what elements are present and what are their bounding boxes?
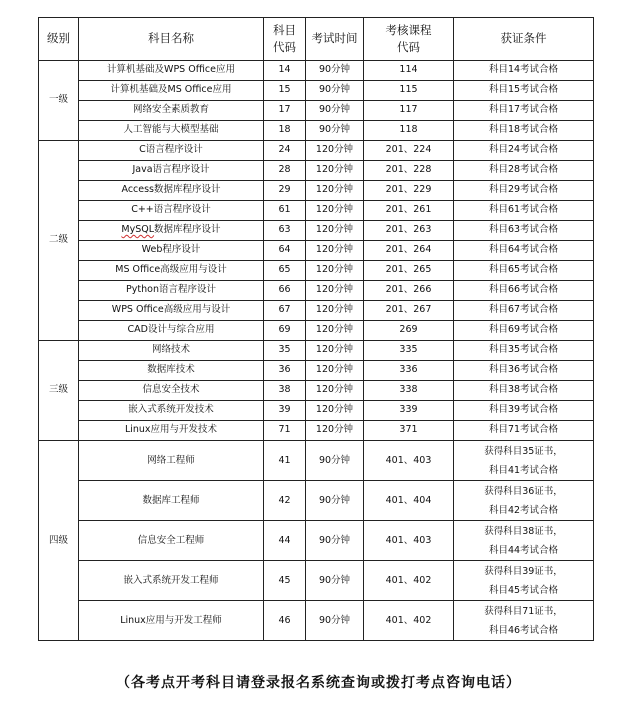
exam-time-cell: 120分钟 [306,321,364,341]
subject-name-cell: 嵌入式系统开发工程师 [79,561,264,601]
subject-code-cell: 38 [264,381,306,401]
subject-name-cell: C++语言程序设计 [79,201,264,221]
header-subject-name: 科目名称 [79,18,264,61]
table-row [39,561,594,601]
subject-code-cell: 15 [264,81,306,101]
table-row [39,361,594,381]
footnote: （各考点开考科目请登录报名系统查询或拨打考点咨询电话） [116,675,521,691]
course-code-cell: 117 [364,101,454,121]
course-code-cell: 269 [364,321,454,341]
course-code-cell: 201、228 [364,161,454,181]
subject-name-cell: 信息安全工程师 [79,521,264,561]
certificate-condition-cell: 获得科目35证书， 科目41考试合格 [454,441,594,481]
table-row [39,201,594,221]
exam-time-cell: 120分钟 [306,181,364,201]
table-row [39,601,594,641]
certificate-condition-cell: 科目65考试合格 [454,261,594,281]
subject-code-cell: 71 [264,421,306,441]
course-code-cell: 401、404 [364,481,454,521]
subject-name-cell: Web程序设计 [79,241,264,261]
course-code-cell: 339 [364,401,454,421]
course-code-cell: 371 [364,421,454,441]
certificate-condition-cell: 科目66考试合格 [454,281,594,301]
table-row [39,521,594,561]
header-subject-code: 科目代码 [264,18,306,61]
table-row [39,161,594,181]
certificate-condition-cell: 科目71考试合格 [454,421,594,441]
exam-time-cell: 90分钟 [306,521,364,561]
table-row [39,381,594,401]
table-row [39,141,594,161]
certificate-condition-cell: 科目24考试合格 [454,141,594,161]
subject-code-cell: 14 [264,61,306,81]
course-code-cell: 401、403 [364,521,454,561]
subject-code-cell: 35 [264,341,306,361]
subject-name-cell: 人工智能与大模型基础 [79,121,264,141]
course-code-cell: 114 [364,61,454,81]
subject-name-cell: 数据库工程师 [79,481,264,521]
exam-time-cell: 90分钟 [306,121,364,141]
table-row [39,101,594,121]
subject-name-cell: Python语言程序设计 [79,281,264,301]
course-code-cell: 401、403 [364,441,454,481]
table-row [39,441,594,481]
subject-code-cell: 44 [264,521,306,561]
exam-time-cell: 120分钟 [306,201,364,221]
table-row [39,221,594,241]
certificate-condition-cell: 科目38考试合格 [454,381,594,401]
subject-name-cell: WPS Office高级应用与设计 [79,301,264,321]
exam-time-cell: 90分钟 [306,481,364,521]
exam-time-cell: 120分钟 [306,141,364,161]
course-code-cell: 201、265 [364,261,454,281]
course-code-cell: 201、229 [364,181,454,201]
subject-code-cell: 29 [264,181,306,201]
table-row [39,421,594,441]
header-exam-time: 考试时间 [306,18,364,61]
table-header-row [39,18,594,61]
subject-code-cell: 45 [264,561,306,601]
table-body [39,61,594,641]
subject-code-cell: 28 [264,161,306,181]
course-code-cell: 335 [364,341,454,361]
subject-code-cell: 63 [264,221,306,241]
header-level: 级别 [39,18,79,61]
subject-code-cell: 69 [264,321,306,341]
exam-time-cell: 120分钟 [306,261,364,281]
exam-time-cell: 120分钟 [306,281,364,301]
subject-code-cell: 67 [264,301,306,321]
course-code-cell: 118 [364,121,454,141]
subject-code-cell: 18 [264,121,306,141]
certificate-condition-cell: 科目14考试合格 [454,61,594,81]
table-row [39,241,594,261]
subject-name-cell: CAD设计与综合应用 [79,321,264,341]
exam-time-cell: 120分钟 [306,421,364,441]
table-row [39,481,594,521]
course-code-cell: 336 [364,361,454,381]
exam-time-cell: 120分钟 [306,301,364,321]
subject-code-cell: 41 [264,441,306,481]
certificate-condition-cell: 科目35考试合格 [454,341,594,361]
exam-time-cell: 120分钟 [306,241,364,261]
table-row [39,401,594,421]
subject-code-cell: 24 [264,141,306,161]
table-row [39,121,594,141]
level-cell: 二级 [39,141,79,341]
certificate-condition-cell: 科目39考试合格 [454,401,594,421]
exam-subjects-table [38,17,594,641]
exam-time-cell: 120分钟 [306,401,364,421]
subject-name-cell: 计算机基础及MS Office应用 [79,81,264,101]
certificate-condition-cell: 科目64考试合格 [454,241,594,261]
exam-time-cell: 90分钟 [306,441,364,481]
subject-name-cell: 网络技术 [79,341,264,361]
subject-name-cell: 嵌入式系统开发技术 [79,401,264,421]
exam-time-cell: 90分钟 [306,601,364,641]
course-code-cell: 338 [364,381,454,401]
course-code-cell: 201、261 [364,201,454,221]
exam-time-cell: 120分钟 [306,361,364,381]
certificate-condition-cell: 获得科目71证书， 科目46考试合格 [454,601,594,641]
subject-code-cell: 17 [264,101,306,121]
certificate-condition-cell: 获得科目39证书， 科目45考试合格 [454,561,594,601]
course-code-cell: 201、264 [364,241,454,261]
exam-time-cell: 120分钟 [306,341,364,361]
certificate-condition-cell: 获得科目36证书， 科目42考试合格 [454,481,594,521]
subject-code-cell: 36 [264,361,306,381]
subject-code-cell: 39 [264,401,306,421]
course-code-cell: 201、266 [364,281,454,301]
table-row [39,261,594,281]
exam-time-cell: 90分钟 [306,81,364,101]
certificate-condition-cell: 科目17考试合格 [454,101,594,121]
course-code-cell: 201、224 [364,141,454,161]
exam-time-cell: 120分钟 [306,221,364,241]
exam-time-cell: 120分钟 [306,161,364,181]
certificate-condition-cell: 科目28考试合格 [454,161,594,181]
table-row [39,81,594,101]
level-cell: 四级 [39,441,79,641]
certificate-condition-cell: 科目67考试合格 [454,301,594,321]
subject-name-cell: 信息安全技术 [79,381,264,401]
header-certificate-condition: 获证条件 [454,18,594,61]
spellcheck-underline: MySQL [121,224,155,236]
subject-name-cell: 网络工程师 [79,441,264,481]
table-row [39,321,594,341]
certificate-condition-cell: 科目69考试合格 [454,321,594,341]
subject-name-cell: 网络安全素质教育 [79,101,264,121]
course-code-cell: 115 [364,81,454,101]
table-row [39,341,594,361]
certificate-condition-cell: 科目61考试合格 [454,201,594,221]
course-code-cell: 201、267 [364,301,454,321]
exam-time-cell: 120分钟 [306,381,364,401]
table-row [39,61,594,81]
level-cell: 三级 [39,341,79,441]
level-cell: 一级 [39,61,79,141]
certificate-condition-cell: 科目18考试合格 [454,121,594,141]
subject-code-cell: 64 [264,241,306,261]
subject-name-cell: C语言程序设计 [79,141,264,161]
course-code-cell: 401、402 [364,561,454,601]
certificate-condition-cell: 科目63考试合格 [454,221,594,241]
subject-name-cell: Access数据库程序设计 [79,181,264,201]
certificate-condition-cell: 科目29考试合格 [454,181,594,201]
certificate-condition-cell: 科目36考试合格 [454,361,594,381]
exam-time-cell: 90分钟 [306,561,364,601]
subject-name-cell: Linux应用与开发技术 [79,421,264,441]
subject-name-cell: Linux应用与开发工程师 [79,601,264,641]
subject-code-cell: 42 [264,481,306,521]
header-course-code: 考核课程代码 [364,18,454,61]
subject-code-cell: 65 [264,261,306,281]
certificate-condition-cell: 科目15考试合格 [454,81,594,101]
table-row [39,281,594,301]
subject-name-cell: 计算机基础及WPS Office应用 [79,61,264,81]
exam-time-cell: 90分钟 [306,101,364,121]
course-code-cell: 201、263 [364,221,454,241]
course-code-cell: 401、402 [364,601,454,641]
table-row [39,181,594,201]
subject-name-cell: Java语言程序设计 [79,161,264,181]
subject-code-cell: 66 [264,281,306,301]
subject-name-cell: 数据库技术 [79,361,264,381]
subject-name-cell: MySQL数据库程序设计 [79,221,264,241]
subject-code-cell: 61 [264,201,306,221]
table-row [39,301,594,321]
certificate-condition-cell: 获得科目38证书， 科目44考试合格 [454,521,594,561]
subject-code-cell: 46 [264,601,306,641]
subject-name-cell: MS Office高级应用与设计 [79,261,264,281]
exam-time-cell: 90分钟 [306,61,364,81]
